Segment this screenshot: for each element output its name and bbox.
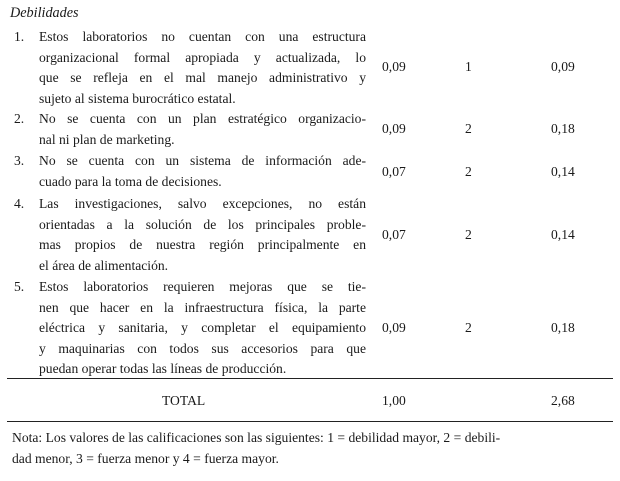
score-value: 0,09 (551, 59, 575, 74)
weight-value: 0,07 (382, 227, 406, 242)
rating-value: 2 (465, 320, 472, 335)
description-line: puedan operar todas las líneas de producción. (39, 361, 287, 376)
item-number: 3. (14, 153, 25, 168)
weight-value: 0,09 (382, 320, 406, 335)
weight-value: 0,09 (382, 59, 406, 74)
description-line: Estos laboratorios requieren mejoras que se tie- (39, 279, 366, 294)
item-description (39, 27, 366, 109)
rating-value: 2 (465, 227, 472, 242)
description-line: nen que hacer en la infraestructura física, la parte (39, 299, 366, 315)
table-row (0, 277, 620, 380)
total-row (0, 391, 620, 413)
description-line: orientadas a la solución de los principales proble- (39, 216, 366, 232)
item-description (39, 109, 366, 150)
table-heading: Debilidades (10, 5, 79, 21)
score-value: 0,18 (551, 320, 575, 335)
total-score: 2,68 (551, 393, 575, 408)
table-note (12, 428, 590, 469)
note-line: dad menor, 3 = fuerza menor y 4 = fuerza mayor. (12, 450, 279, 466)
description-line: Las investigaciones, salvo excepciones, no están (39, 196, 366, 211)
weight-value: 0,09 (382, 121, 406, 136)
item-description (39, 151, 366, 192)
description-line: mas propios de nuestra región principalmente en (39, 237, 366, 252)
description-line: organizacional formal apropiada y actualizada, lo (39, 49, 366, 65)
description-line: No se cuenta con un sistema de información ade- (39, 153, 366, 168)
weight-value: 0,07 (382, 164, 406, 179)
item-number: 5. (14, 279, 25, 294)
table-row (0, 109, 620, 151)
score-value: 0,18 (551, 121, 575, 136)
description-line: eléctrica y sanitaria, y completar el equipamiento (39, 320, 366, 335)
description-line: cuado para la toma de decisiones. (39, 173, 222, 189)
table-row (0, 151, 620, 193)
total-top-rule (7, 378, 613, 379)
note-line: Nota: Los valores de las calificaciones son las siguientes: 1 = debilidad mayor, 2 = debili- (12, 430, 501, 445)
description-line: nal ni plan de marketing. (39, 131, 175, 147)
total-weight: 1,00 (382, 393, 406, 408)
rating-value: 1 (465, 59, 472, 74)
item-number: 1. (14, 29, 25, 44)
total-bottom-rule (7, 421, 613, 422)
score-value: 0,14 (551, 164, 575, 179)
description-line: que se refleja en el mal manejo administrativo y (39, 70, 366, 85)
description-line: No se cuenta con un plan estratégico organizacio- (39, 111, 366, 126)
item-number: 4. (14, 196, 25, 211)
description-line: sujeto al sistema burocrático estatal. (39, 90, 236, 106)
rating-value: 2 (465, 121, 472, 136)
item-number: 2. (14, 111, 25, 126)
score-value: 0,14 (551, 227, 575, 242)
table-row (0, 27, 620, 111)
item-description (39, 194, 366, 276)
description-line: Estos laboratorios no cuentan con una estructura (39, 29, 366, 44)
total-label: TOTAL (162, 393, 206, 408)
rating-value: 2 (465, 164, 472, 179)
table-row (0, 194, 620, 278)
item-description (39, 277, 366, 380)
description-line: y maquinarias con todos sus accesorios para que (39, 340, 366, 356)
description-line: el área de alimentación. (39, 257, 169, 273)
